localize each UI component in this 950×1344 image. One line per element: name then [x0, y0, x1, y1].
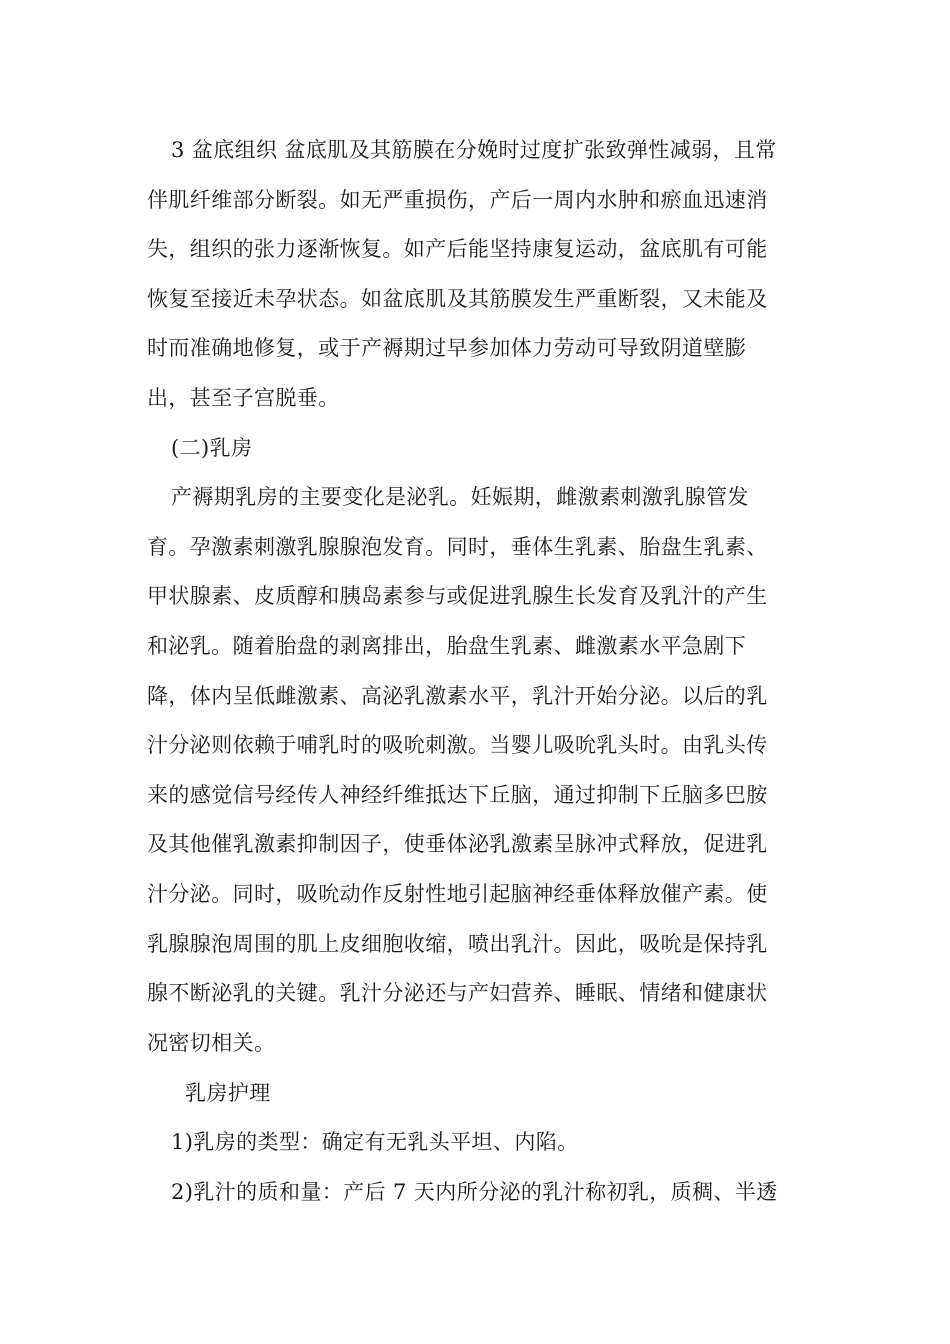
paragraph-pelvic-floor-line-1: 3 盆底组织 盆底肌及其筋膜在分娩时过度扩张致弹性减弱，且常 — [171, 138, 777, 162]
section-heading-breast: (二)乳房 — [171, 436, 253, 460]
paragraph-breast-line-3: 甲状腺素、皮质醇和胰岛素参与或促进乳腺生长发育及乳汁的产生 — [147, 584, 768, 608]
paragraph-breast-line-4: 和泌乳。随着胎盘的剥离排出，胎盘生乳素、雌激素水平急剧下 — [147, 634, 747, 658]
paragraph-breast-line-9: 汁分泌。同时，吸吮动作反射性地引起脑神经垂体释放催产素。使 — [147, 882, 768, 906]
paragraph-pelvic-floor-line-2: 伴肌纤维部分断裂。如无严重损伤，产后一周内水肿和瘀血迅速消 — [147, 188, 768, 212]
paragraph-breast-line-2: 育。孕激素刺激乳腺腺泡发育。同时，垂体生乳素、胎盘生乳素、 — [147, 535, 768, 559]
paragraph-breast-line-5: 降，体内呈低雌激素、高泌乳激素水平，乳汁开始分泌。以后的乳 — [147, 684, 768, 708]
paragraph-breast-line-6: 汁分泌则依赖于哺乳时的吸吮刺激。当婴儿吸吮乳头时。由乳头传 — [147, 733, 768, 757]
paragraph-pelvic-floor-line-4: 恢复至接近未孕状态。如盆底肌及其筋膜发生严重断裂，又未能及 — [147, 287, 768, 311]
paragraph-breast-line-8: 及其他催乳激素抑制因子，使垂体泌乳激素呈脉冲式释放，促进乳 — [147, 832, 768, 856]
paragraph-pelvic-floor-line-5: 时而准确地修复，或于产褥期过早参加体力劳动可导致阴道壁膨 — [147, 336, 747, 360]
paragraph-breast-line-10: 乳腺腺泡周围的肌上皮细胞收缩，喷出乳汁。因此，吸吮是保持乳 — [147, 932, 768, 956]
list-item-milk-quality: 2)乳汁的质和量：产后 7 天内所分泌的乳汁称初乳，质稠、半透 — [171, 1180, 778, 1204]
list-item-breast-type: 1)乳房的类型：确定有无乳头平坦、内陷。 — [171, 1130, 579, 1154]
paragraph-breast-line-1: 产褥期乳房的主要变化是泌乳。妊娠期，雌激素刺激乳腺管发 — [171, 485, 749, 509]
subheading-breast-care: 乳房护理 — [185, 1081, 271, 1105]
paragraph-pelvic-floor-line-6: 出，甚至子宫脱垂。 — [147, 386, 340, 410]
paragraph-pelvic-floor-line-3: 失，组织的张力逐渐恢复。如产后能坚持康复运动，盆底肌有可能 — [147, 237, 768, 261]
paragraph-breast-line-7: 来的感觉信号经传人神经纤维抵达下丘脑，通过抑制下丘脑多巴胺 — [147, 783, 768, 807]
paragraph-breast-line-12: 况密切相关。 — [147, 1031, 276, 1055]
paragraph-breast-line-11: 腺不断泌乳的关键。乳汁分泌还与产妇营养、睡眠、情绪和健康状 — [147, 981, 768, 1005]
